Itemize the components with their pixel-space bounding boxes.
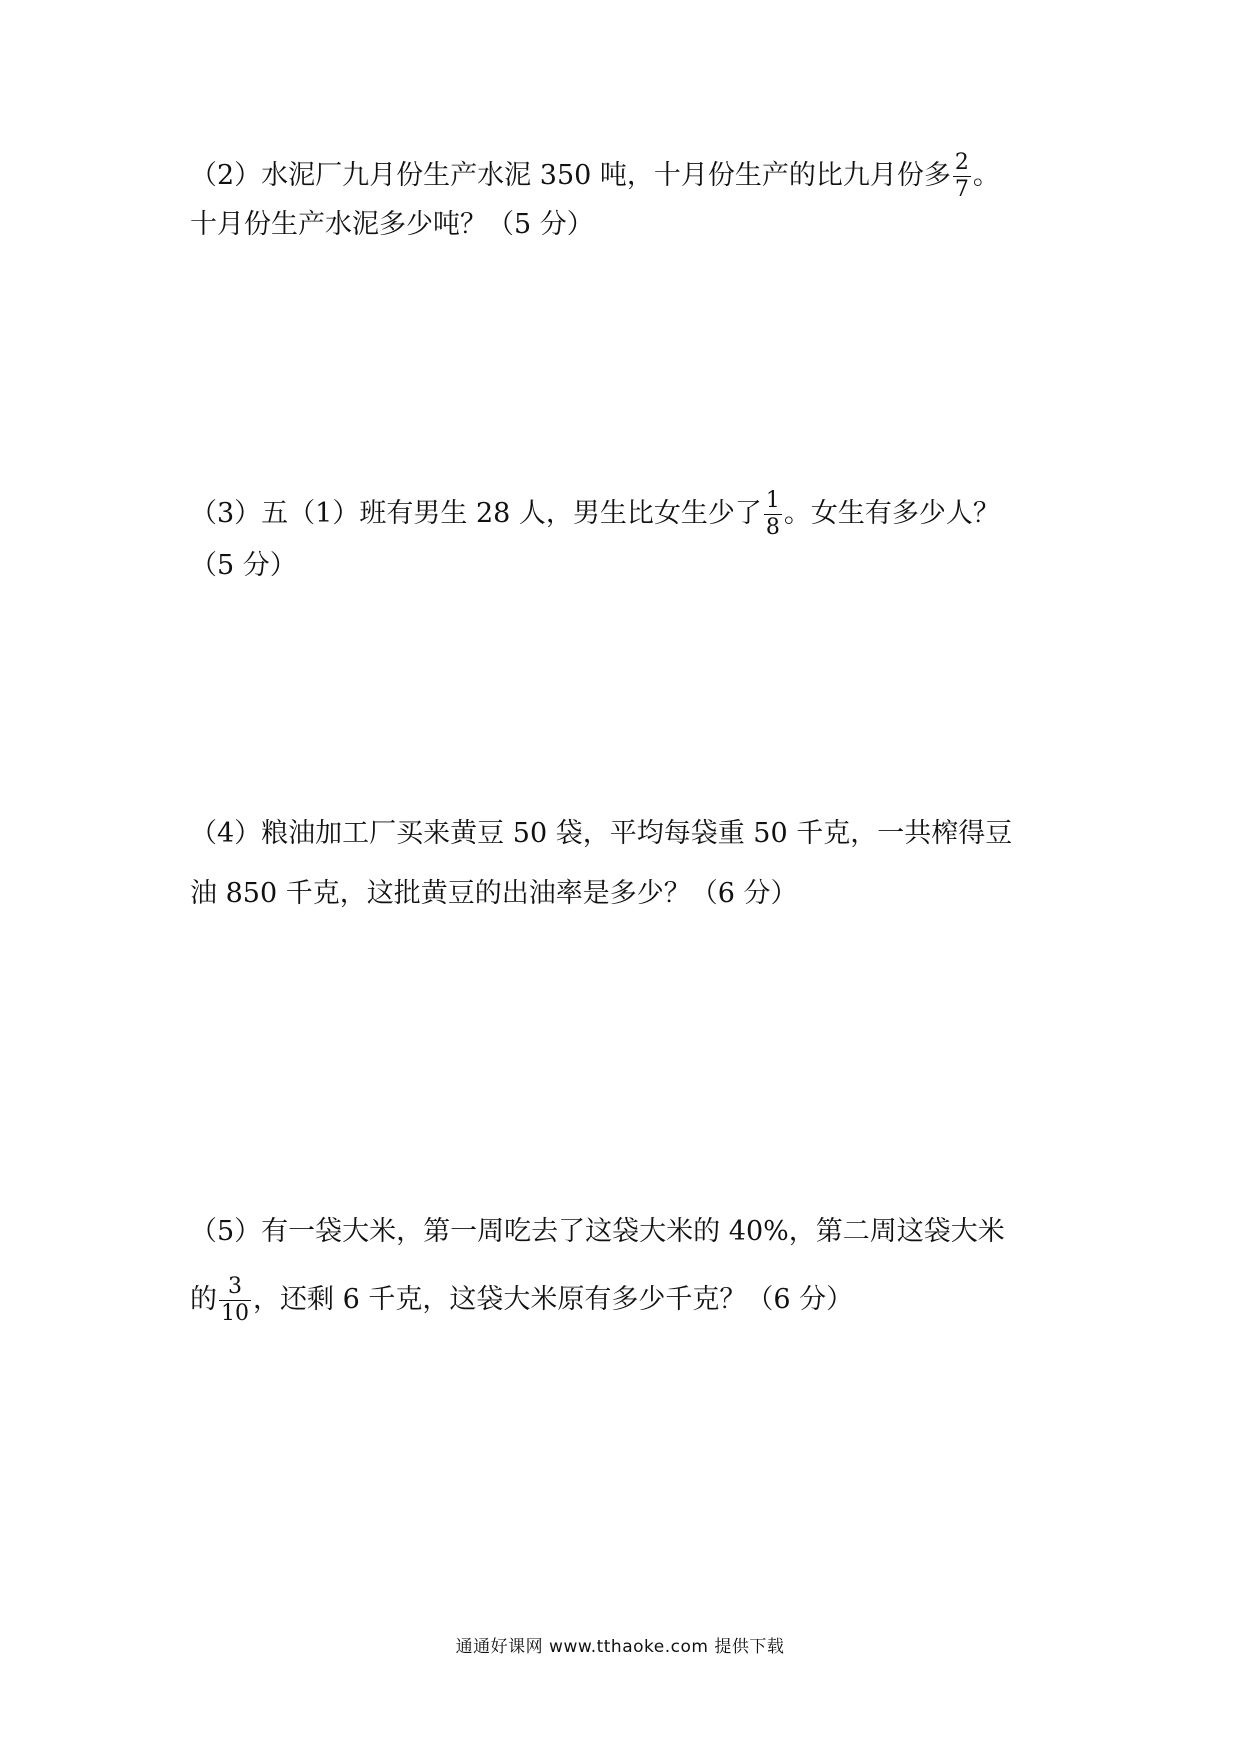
problem-5-text-a: 的 xyxy=(190,1284,217,1315)
problem-3-text-b: 。女生有多少人？ xyxy=(783,498,1000,529)
fraction-numerator: 3 xyxy=(219,1274,251,1301)
problem-2-line-1 xyxy=(190,150,1000,202)
page-footer: 通通好课网 www.tthaoke.com 提供下载 xyxy=(455,1637,785,1657)
problem-3-line-2: （5 分） xyxy=(190,550,297,581)
fraction-numerator: 2 xyxy=(954,150,969,175)
fraction-numerator: 1 xyxy=(765,488,780,513)
fraction-denominator: 8 xyxy=(765,515,780,540)
fraction-denominator: 10 xyxy=(221,1301,249,1326)
problem-5-line-1: （5）有一袋大米，第一周吃去了这袋大米的 40%，第二周这袋大米 xyxy=(190,1216,1005,1247)
fraction-two-sevenths xyxy=(953,150,971,203)
problem-5-line-2 xyxy=(190,1274,854,1326)
problem-2-text-b: 。 xyxy=(972,160,1000,191)
problem-2-line-2: 十月份生产水泥多少吨？（5 分） xyxy=(190,209,594,240)
problem-2-text-a: （2）水泥厂九月份生产水泥 350 吨，十月份生产的比九月份多 xyxy=(190,160,951,191)
problem-5-text-b: ，还剩 6 千克，这袋大米原有多少千克？（6 分） xyxy=(253,1284,854,1315)
problem-4-line-2: 油 850 千克，这批黄豆的出油率是多少？（6 分） xyxy=(190,878,798,909)
fraction-three-tenths xyxy=(219,1274,251,1327)
problem-3-line-1 xyxy=(190,488,1000,540)
problem-3-text-a: （3）五（1）班有男生 28 人，男生比女生少了 xyxy=(190,498,762,529)
fraction-one-eighth xyxy=(764,488,782,541)
problem-4-line-1: （4）粮油加工厂买来黄豆 50 袋，平均每袋重 50 千克，一共榨得豆 xyxy=(190,818,1013,849)
fraction-denominator: 7 xyxy=(954,177,969,202)
